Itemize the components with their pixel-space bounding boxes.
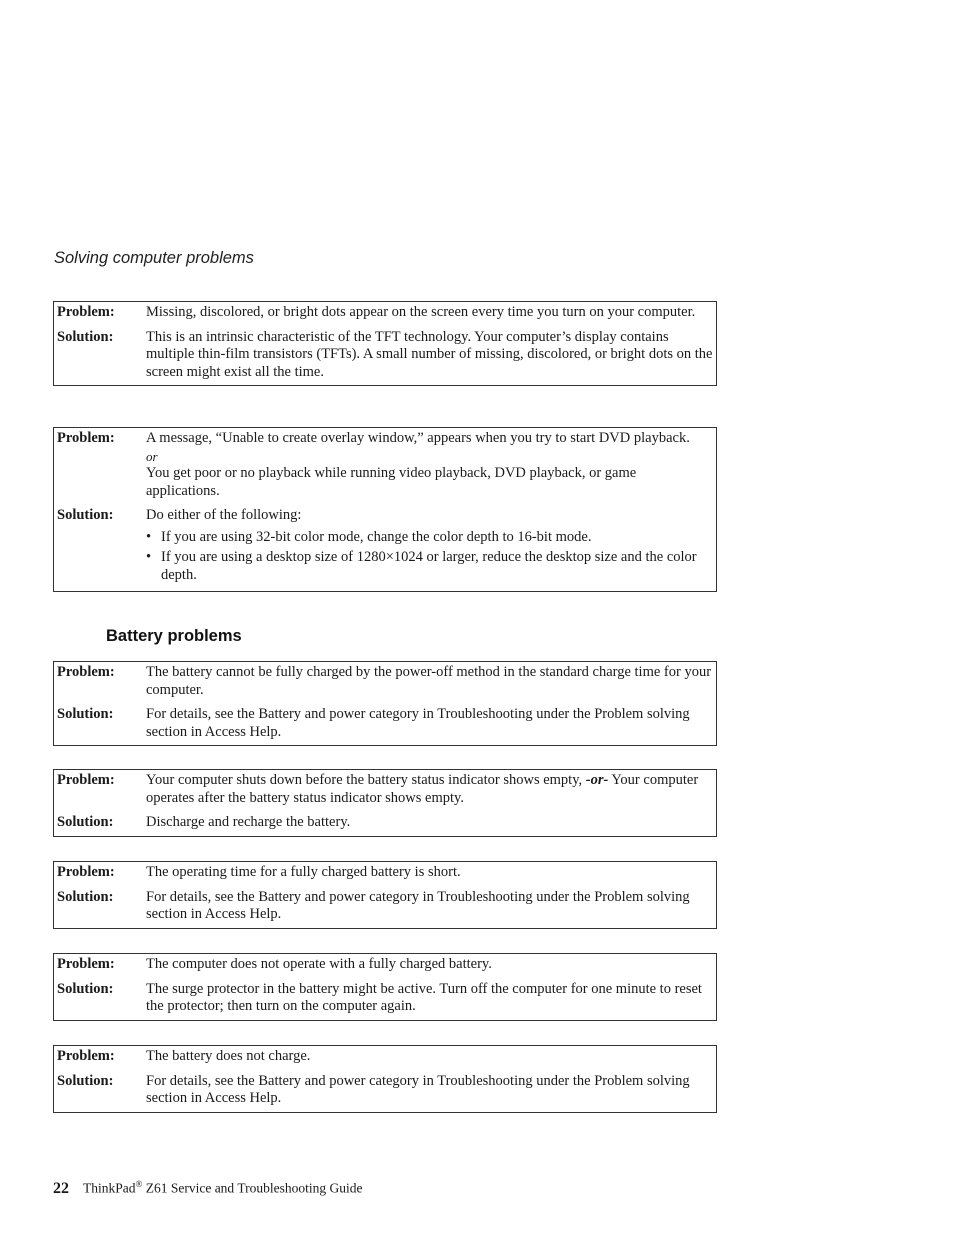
problem-label: Problem: <box>57 956 115 972</box>
problem-label: Problem: <box>57 864 115 880</box>
page-number: 22 <box>53 1179 69 1197</box>
solution-text: This is an intrinsic characteristic of the TFT technology. Your computer’s display contains multiple thin-film transistors (TFTs). A small number of missing, discolored, or bright dots on the screen might exist all the time. <box>146 328 713 380</box>
problem-text: The battery does not charge. <box>146 1048 311 1064</box>
problem-label: Problem: <box>57 304 115 320</box>
problem-text-part2: You get poor or no playback while running video playback, DVD playback, or game applications. <box>146 465 637 499</box>
page-footer <box>53 1179 362 1198</box>
solution-text: For details, see the Battery and power category in Troubleshooting under the Problem solving section in Access Help. <box>146 706 690 740</box>
problem-label: Problem: <box>57 772 115 788</box>
problem-row <box>54 772 716 807</box>
problem-text <box>146 430 716 500</box>
solution-label: Solution: <box>57 980 114 997</box>
problem-text: The battery cannot be fully charged by the power-off method in the standard charge time for your computer. <box>146 664 712 698</box>
problem-solution-box-overlay <box>53 427 717 592</box>
problem-solution-box-surge <box>53 953 717 1021</box>
solution-row <box>54 329 716 382</box>
problem-row <box>54 430 716 500</box>
bullet-item: • If you are using a desktop size of 1280×1024 or larger, reduce the desktop size and the color depth. <box>146 549 713 584</box>
problem-label: Problem: <box>57 1048 115 1064</box>
problem-row <box>54 956 716 974</box>
solution-label: Solution: <box>57 507 114 523</box>
footer-title: Z61 Service and Troubleshooting Guide <box>142 1180 363 1196</box>
solution-label: Solution: <box>57 706 114 722</box>
solution-label: Solution: <box>57 888 114 905</box>
problem-label: Problem: <box>57 430 115 446</box>
problem-text-part1: A message, “Unable to create overlay window,” appears when you try to start DVD playback. <box>146 430 690 446</box>
problem-text: The computer does not operate with a fully charged battery. <box>146 956 492 972</box>
solution-text: The surge protector in the battery might be active. Turn off the computer for one minute to reset the protector; then turn on the computer again. <box>146 980 702 1014</box>
problem-solution-box-charge-time <box>53 661 717 746</box>
problem-row <box>54 864 716 882</box>
problem-row <box>54 304 716 322</box>
footer-brand: ThinkPad <box>83 1180 136 1196</box>
solution-row <box>54 706 716 741</box>
solution-row <box>54 889 716 924</box>
solution-bullet-list <box>146 529 713 585</box>
problem-text: The operating time for a fully charged battery is short. <box>146 864 461 880</box>
solution-intro: Do either of the following: <box>146 507 302 523</box>
problem-row <box>54 1048 716 1066</box>
solution-label: Solution: <box>57 814 114 830</box>
bullet-item: • If you are using 32-bit color mode, change the color depth to 16-bit mode. <box>146 529 713 547</box>
problem-text-before: Your computer shuts down before the battery status indicator shows empty, <box>146 772 586 788</box>
solution-text: Discharge and recharge the battery. <box>146 814 351 830</box>
problem-text-after: Your computer operates after the battery status indicator shows empty. <box>146 772 699 806</box>
section-heading: Battery problems <box>106 627 242 645</box>
problem-row <box>54 664 716 699</box>
or-emphasis: -or- <box>585 772 609 788</box>
problem-text <box>146 772 716 807</box>
problem-label: Problem: <box>57 664 115 680</box>
problem-text: Missing, discolored, or bright dots appear on the screen every time you turn on your computer. <box>146 304 696 320</box>
solution-row <box>54 814 716 832</box>
problem-solution-box-dots <box>53 301 717 386</box>
solution-row <box>54 981 716 1016</box>
solution-row <box>54 1073 716 1108</box>
solution-label: Solution: <box>57 1072 114 1089</box>
problem-solution-box-operating-time <box>53 861 717 929</box>
solution-label: Solution: <box>57 328 114 345</box>
solution-text: For details, see the Battery and power category in Troubleshooting under the Problem solving section in Access Help. <box>146 888 690 922</box>
running-head: Solving computer problems <box>54 249 254 267</box>
solution-text: For details, see the Battery and power category in Troubleshooting under the Problem solving section in Access Help. <box>146 1072 690 1106</box>
problem-solution-box-shutdown <box>53 769 717 837</box>
solution-text <box>146 507 716 587</box>
or-separator: or <box>146 448 158 464</box>
solution-row <box>54 507 716 587</box>
registered-mark: ® <box>135 1179 143 1189</box>
problem-solution-box-no-charge <box>53 1045 717 1113</box>
